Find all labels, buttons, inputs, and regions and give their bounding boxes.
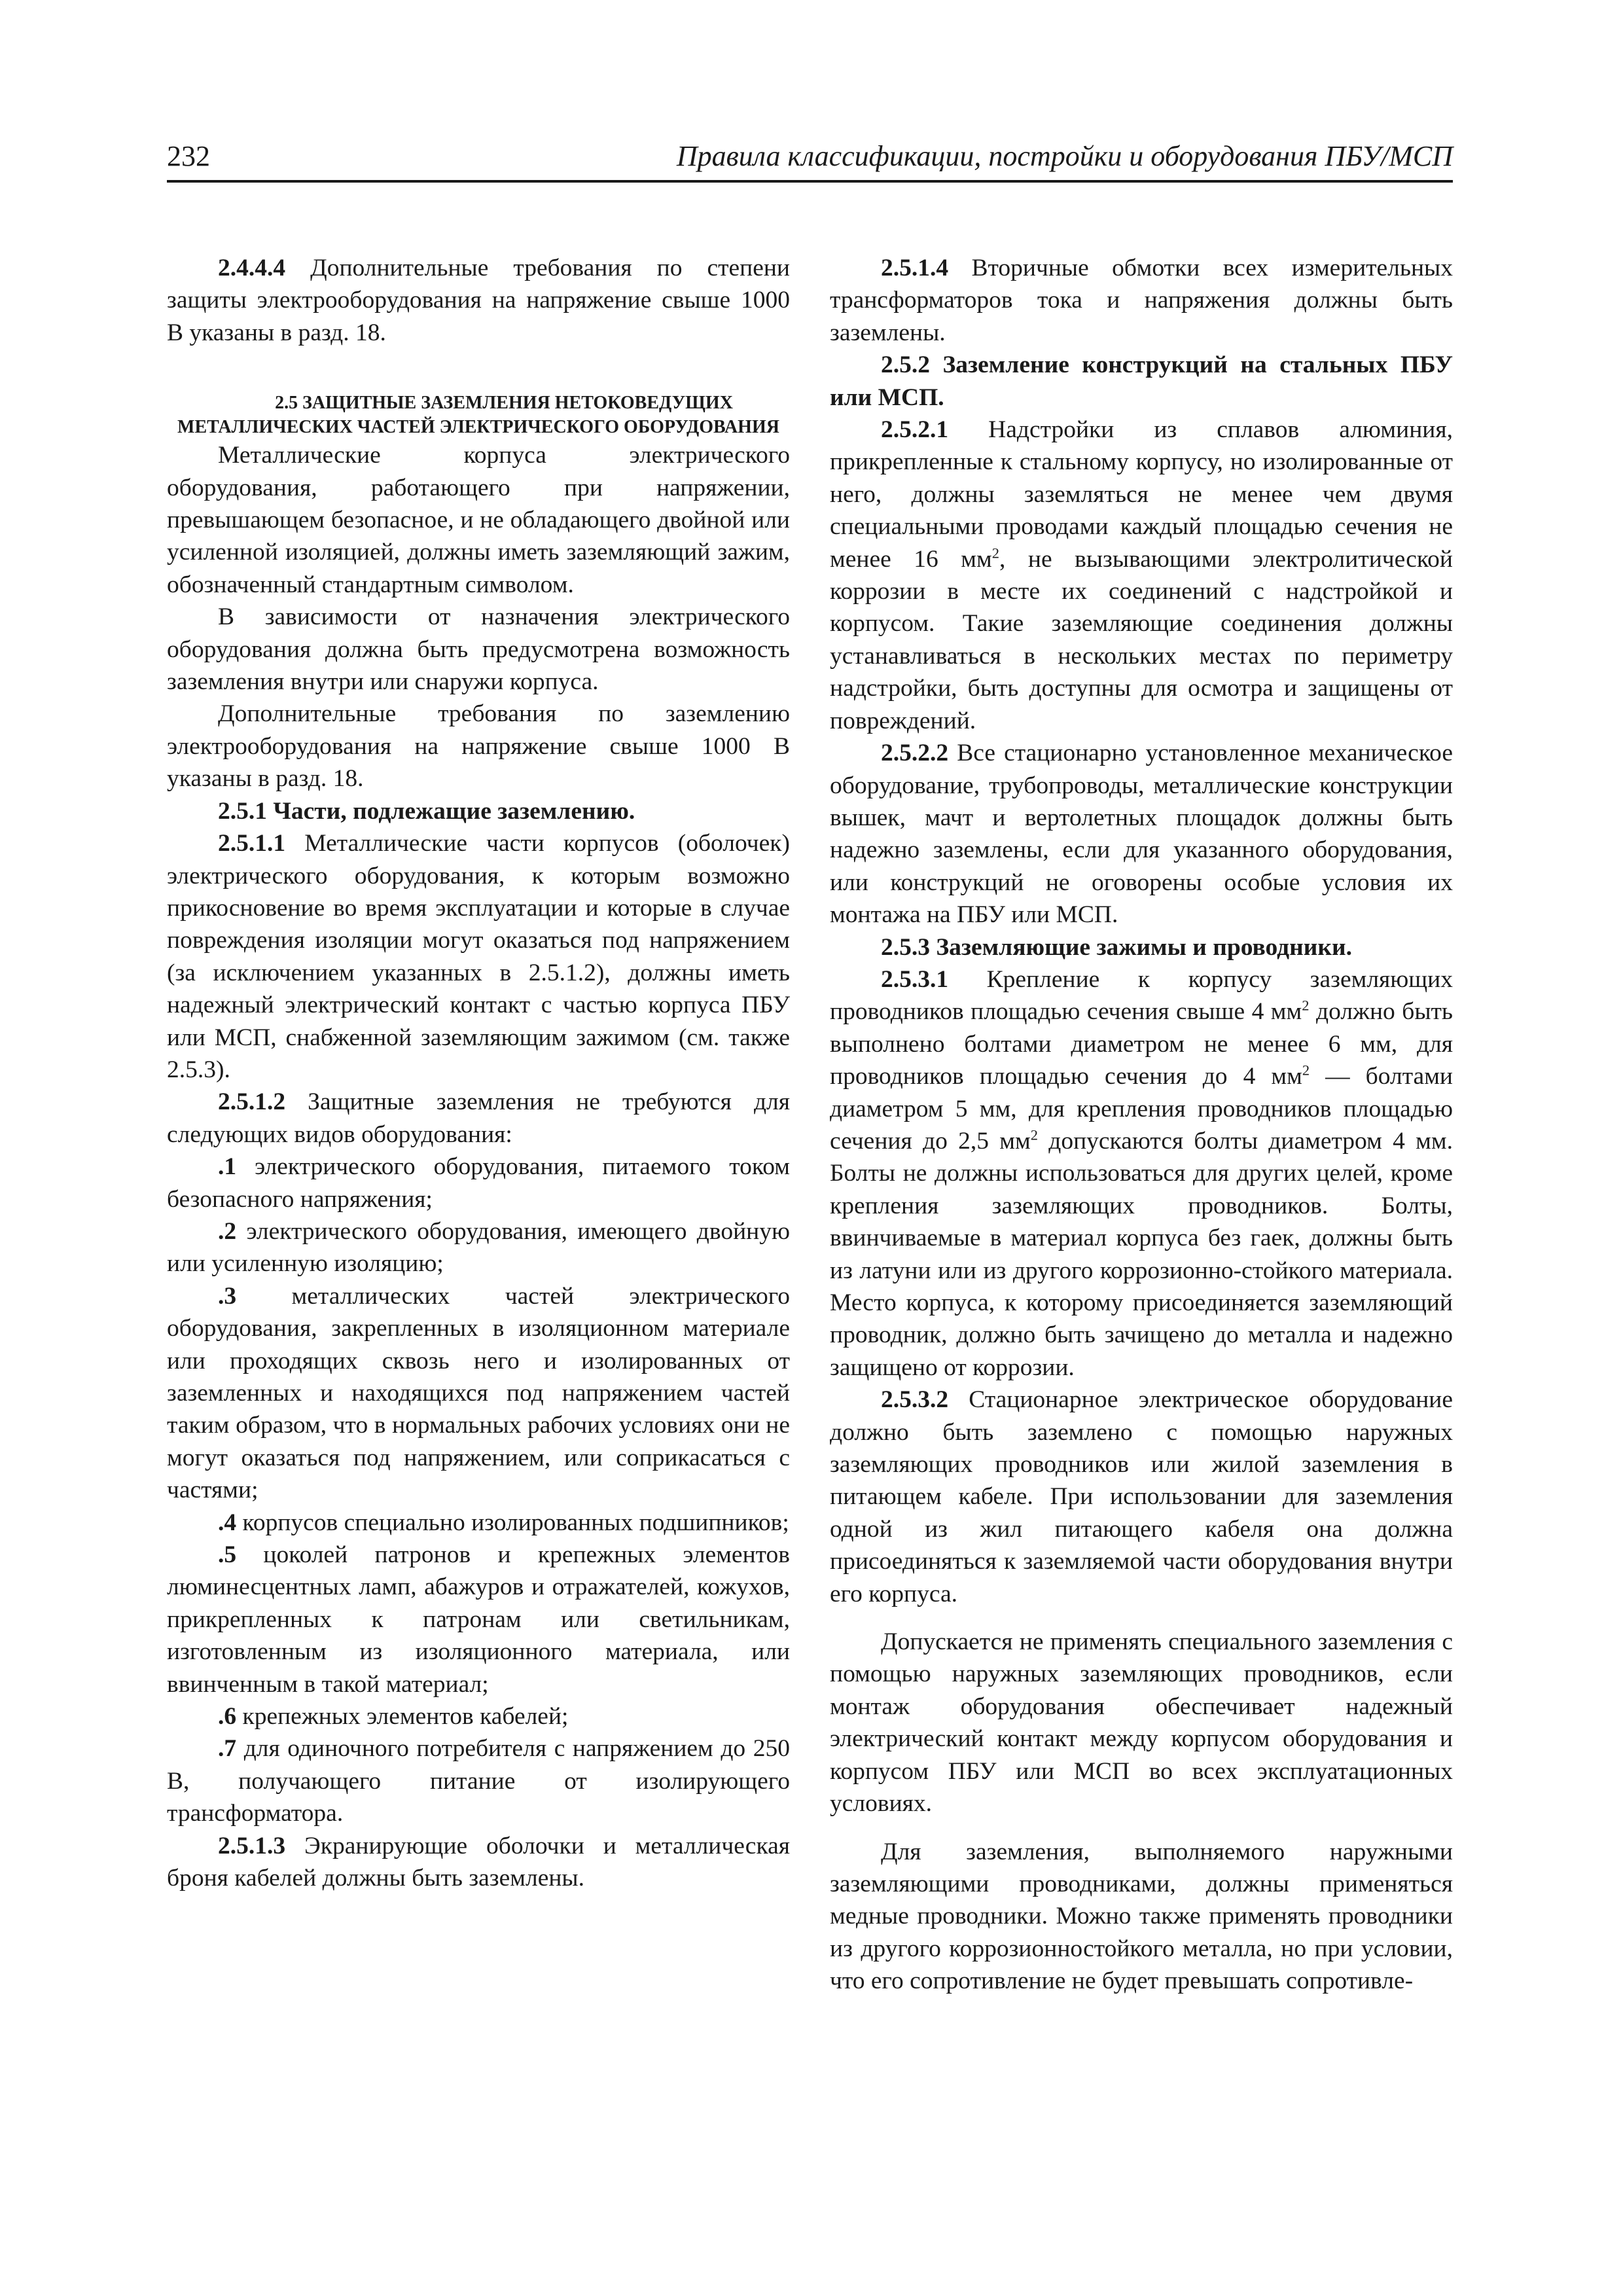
paragraph-2-5-1-2: [167, 1086, 790, 1151]
intro-paragraph-2: В зависимости от назначения электрического оборудования должна быть предусмотрена возможность заземления внутри или снаружи корпуса.: [167, 603, 790, 696]
paragraph-text: должно быть выполнено болтами диаметром не менее 6 мм, для проводников площадью сечения до 4 мм: [830, 998, 1453, 1090]
item-number: .2: [218, 1217, 237, 1245]
intro-paragraph-3: Дополнительные требования по заземлению электрооборудования на напряжение свыше 1000 В указаны в разд. 18.: [167, 700, 790, 793]
paragraph-text: Крепление к корпусу заземляющих проводников площадью сечения свыше 4 мм: [830, 965, 1453, 1026]
heading-2-5-2: 2.5.2 Заземление конструкций на стальных ПБУ или МСП.: [830, 351, 1453, 411]
item-text: электрического оборудования, питаемого током безопасного напряжения;: [167, 1153, 790, 1213]
paragraph-2-5-3-2: [830, 1384, 1453, 1610]
paragraph-text: Дополнительные требования по степени защиты электрооборудования на напряжение свыше 1000 В указаны в разд. 18.: [167, 255, 790, 346]
list-item-6: [167, 1700, 790, 1732]
item-number: .4: [218, 1509, 237, 1536]
item-number: .3: [218, 1282, 237, 1310]
paragraph-2-5-1-3: [167, 1830, 790, 1895]
superscript: 2: [1302, 1062, 1310, 1079]
clause-number: 2.5.2.2: [881, 740, 949, 767]
section-title-2-5: 2.5 ЗАЩИТНЫЕ ЗАЗЕМЛЕНИЯ НЕТОКОВЕДУЩИХ МЕТАЛЛИЧЕСКИХ ЧАСТЕЙ ЭЛЕКТРИЧЕСКОГО ОБОРУДОВАНИЯ: [177, 393, 779, 438]
list-item-4: [167, 1507, 790, 1539]
item-number: .5: [218, 1541, 237, 1569]
item-text: металлических частей электрического оборудования, закрепленных в изоляционном материале или проходящих сквозь него и изолированных от заземленных и находящихся под напряжением частей таким образом, что в нормальных рабочих условиях они не могут оказаться под напряжением, или соприкасаться с частями;: [167, 1282, 790, 1504]
clause-number: 2.5.1.3: [218, 1832, 286, 1859]
item-text: цоколей патронов и крепежных элементов люминесцентных ламп, абажуров и отражателей, кожухов, прикрепленных к патронам или светильникам, изготовленным из изоляционного материала, или ввинченным в такой материал;: [167, 1541, 790, 1698]
paragraph-2-5-3-1: [830, 963, 1453, 1384]
paragraph-2-5-2-1: [830, 414, 1453, 737]
list-item-2: [167, 1215, 790, 1280]
item-text: для одиночного потребителя с напряжением до 250 В, получающего питание от изолирующего трансформатора.: [167, 1735, 790, 1827]
clause-number: 2.5.3.1: [881, 965, 949, 993]
paragraph-text: — болтами диаметром 5 мм, для крепления проводников площадью сечения до 2,5 мм: [830, 1063, 1453, 1155]
paragraph-text: Надстройки из сплавов алюминия, прикрепленные к стальному корпусу, но изолированные от него, должны заземляться не менее чем двумя специальными проводами каждый площадью сечения не менее 16 мм: [830, 416, 1453, 573]
running-title: Правила классификации, постройки и оборудования ПБУ/МСП: [676, 140, 1453, 172]
item-number: .6: [218, 1703, 237, 1731]
list-item-5: [167, 1539, 790, 1700]
clause-number: 2.5.1.1: [218, 830, 286, 857]
clause-number: 2.4.4.4: [218, 255, 286, 281]
superscript: 2: [1302, 997, 1310, 1014]
item-number: .7: [218, 1735, 237, 1763]
superscript: 2: [991, 545, 999, 562]
list-item-1: [167, 1151, 790, 1215]
paragraph-conductors: Для заземления, выполняемого наружными заземляющими проводниками, должны применяться медные проводники. Можно также применять проводники из другого коррозионностойкого металла, но при условии, что его сопротивление не будет превышать сопротивле-: [830, 1838, 1453, 1995]
heading-2-5-1: 2.5.1 Части, подлежащие заземлению.: [218, 797, 635, 825]
item-text: электрического оборудования, имеющего двойную или усиленную изоляцию;: [167, 1217, 790, 1278]
item-text: крепежных элементов кабелей;: [236, 1703, 569, 1731]
paragraph-2-5-1-4: [830, 252, 1453, 349]
right-column: [830, 252, 1453, 1998]
clause-number: 2.5.2.1: [881, 416, 949, 444]
superscript: 2: [1030, 1126, 1038, 1143]
clause-number: 2.5.1.4: [881, 255, 949, 281]
paragraph-text: Металлические части корпусов (оболочек) электрического оборудования, к которым возможно прикосновение во время эксплуатации и которые в случае повреждения изоляции могут оказаться под напряжением (за исключением указанных в 2.5.1.2), должны иметь надежный электрический контакт с частью корпуса ПБУ или МСП, снабженной заземляющим зажимом (см. также 2.5.3).: [167, 830, 790, 1083]
paragraph-text: Экранирующие оболочки и металлическая броня кабелей должны быть заземлены.: [167, 1832, 790, 1892]
heading-2-5-3: 2.5.3 Заземляющие зажимы и проводники.: [881, 933, 1352, 961]
paragraph-text: Все стационарно установленное механическое оборудование, трубопроводы, металлические конструкции вышек, мачт и вертолетных площадок должны быть надежно заземлены, если для указанного оборудования, или конструкций не оговорены особые условия их монтажа на ПБУ или МСП.: [830, 740, 1453, 929]
paragraph-text: Стационарное электрическое оборудование должно быть заземлено с помощью наружных заземляющих проводников или жилой заземления в питающем кабеле. При использовании для заземления одной из жил питающего кабеля она должна присоединяться к заземляемой части оборудования внутри его корпуса.: [830, 1386, 1453, 1607]
item-number: .1: [218, 1153, 237, 1181]
paragraph-2-5-2-2: [830, 737, 1453, 931]
list-item-7: [167, 1732, 790, 1829]
paragraph-text: допускаются болты диаметром 4 мм. Болты не должны использоваться для других целей, кроме крепления заземляющих проводников. Болты, ввинчиваемые в материал корпуса без гаек, должны быть из латуни или из другого коррозионно-стойкого материала. Место корпуса, к которому присоединяется заземляющий проводник, должно быть зачищено до металла и надежно защищено от коррозии.: [830, 1127, 1453, 1381]
item-text: корпусов специально изолированных подшипников;: [236, 1509, 789, 1536]
clause-number: 2.5.1.2: [218, 1088, 286, 1116]
paragraph-text: , не вызывающими электролитической коррозии в месте их соединений с надстройкой и корпусом. Такие заземляющие соединения должны устанавливаться в нескольких местах по периметру надстройки, быть доступны для осмотра и защищены от повреждений.: [830, 545, 1453, 734]
intro-paragraph-1: Металлические корпуса электрического оборудования, работающего при напряжении, превышающем безопасное, и не обладающего двойной или усиленной изоляцией, должны иметь заземляющий зажим, обозначенный стандартным символом.: [167, 442, 790, 598]
paragraph-text: Вторичные обмотки всех измерительных трансформаторов тока и напряжения должны быть заземлены.: [830, 255, 1453, 346]
left-column: [167, 252, 790, 1895]
page-number: 232: [167, 140, 210, 172]
paragraph-exemption: Допускается не применять специального заземления с помощью наружных заземляющих проводников, если монтаж оборудования обеспечивает надежный электрический контакт между корпусом оборудования и корпусом ПБУ или МСП во всех эксплуатационных условиях.: [830, 1628, 1453, 1818]
list-item-3: [167, 1280, 790, 1507]
paragraph-text: Защитные заземления не требуются для следующих видов оборудования:: [167, 1088, 790, 1148]
clause-number: 2.5.3.2: [881, 1386, 949, 1414]
paragraph-2-5-1-1: [167, 827, 790, 1086]
page-header: [167, 134, 1453, 183]
paragraph-2-4-4-4: [167, 252, 790, 349]
